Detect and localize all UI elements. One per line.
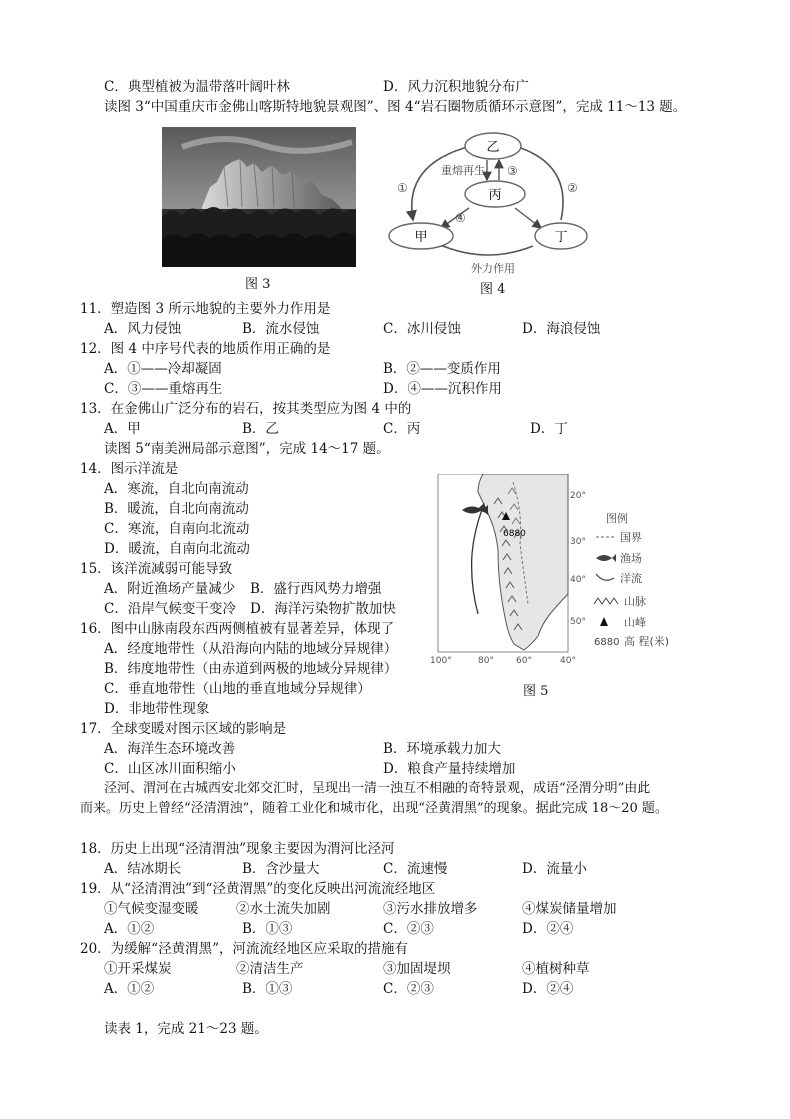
q17-option-b: B．环境承载力加大 — [383, 741, 501, 757]
q17-option-d: D．粮食产量持续增加 — [383, 761, 516, 777]
fig5-peak-label: 6880 — [503, 529, 526, 539]
fig5-legend-fishery: 渔场 — [620, 552, 642, 565]
para-18-20-line2: 而来。历史上曾经“泾清渭浊”，随着工业化和城市化，出现“泾黄渭黑”的现象。据此完成 18～20 题。 — [80, 801, 668, 816]
fig4-node-ding: 丁 — [554, 230, 568, 245]
fig5-legend-border: 国界 — [620, 531, 642, 544]
q19-item-4: ④煤炭储量增加 — [522, 901, 617, 917]
q17-option-a: A．海洋生态环境改善 — [104, 741, 236, 757]
fig4-node-jia: 甲 — [414, 230, 428, 245]
fig4-rock-cycle-diagram — [383, 124, 588, 274]
q11-option-d: D．海浪侵蚀 — [522, 321, 601, 337]
q16-option-c: C．垂直地带性（山地的垂直地域分异规律） — [104, 681, 371, 697]
fig4-node-yi: 乙 — [486, 140, 500, 155]
q16-option-a: A．经度地带性（从沿海向内陆的地域分异规律） — [104, 641, 398, 657]
fig4-node-bing: 丙 — [488, 188, 502, 203]
q20-item-1: ①开采煤炭 — [104, 961, 172, 977]
q14-stem: 14．图示洋流是 — [80, 461, 179, 477]
fig5-lon-60: 60° — [516, 656, 532, 666]
fig5-lon-40: 40° — [560, 656, 576, 666]
q12-option-d: D．④——沉积作用 — [383, 381, 502, 397]
fig5-south-america-map — [428, 474, 678, 666]
q18-stem: 18．历史上出现“泾清渭浊”现象主要因为渭河比泾河 — [80, 841, 395, 857]
q20-item-4: ④植树种草 — [522, 961, 590, 977]
q13-option-a: A．甲 — [104, 421, 141, 437]
q19-option-d: D．②④ — [522, 921, 574, 937]
q12-option-a: A．①——冷却凝固 — [104, 361, 222, 377]
fig5-legend-title: 图例 — [606, 512, 628, 525]
fig5-caption: 图 5 — [523, 684, 549, 699]
q15-option-a: A．附近渔场产量减少 — [104, 581, 236, 597]
q19-option-c: C．②③ — [383, 921, 434, 937]
fig4-num-3: ③ — [507, 164, 518, 178]
para-18-20-line1: 泾河、渭河在古城西安北郊交汇时，呈现出一清一浊互不相融的奇特景观，成语“泾渭分明”由此 — [104, 781, 651, 796]
fig3-karst-photo — [162, 127, 356, 267]
q14-option-c: C．寒流，自南向北流动 — [104, 521, 250, 537]
fig5-lon-80: 80° — [478, 656, 494, 666]
q19-item-1: ①气候变湿变暖 — [104, 901, 199, 917]
q20-option-d: D．②④ — [522, 981, 574, 997]
q20-item-3: ③加固堤坝 — [383, 961, 451, 977]
q13-option-d: D．丁 — [530, 421, 568, 437]
intro-11-13: 读图 3“中国重庆市金佛山喀斯特地貌景观图”、图 4“岩石圈物质循环示意图”，完成 11～13 题。 — [104, 99, 687, 115]
q20-option-c: C．②③ — [383, 981, 434, 997]
q14-option-a: A．寒流，自北向南流动 — [104, 481, 249, 497]
q18-option-b: B．含沙量大 — [242, 861, 320, 877]
q12-option-c: C．③——重熔再生 — [104, 381, 223, 397]
fig4-num-1: ① — [397, 181, 408, 195]
q15-option-b: B．盛行西风势力增强 — [250, 581, 382, 597]
q13-option-c: C．丙 — [383, 421, 421, 437]
q14-option-b: B．暖流，自北向南流动 — [104, 501, 249, 517]
q15-option-c: C．沿岸气候变干变冷 — [104, 601, 236, 617]
q19-stem: 19．从“泾清渭浊”到“泾黄渭黑”的变化反映出河流流经地区 — [80, 881, 436, 897]
fig4-label-remelt: 重熔再生 — [441, 164, 485, 177]
q20-option-b: B．①③ — [242, 981, 293, 997]
q16-stem: 16．图中山脉南段东西两侧植被有显著差异，体现了 — [80, 621, 395, 637]
q13-stem: 13．在金佛山广泛分布的岩石，按其类型应为图 4 中的 — [80, 401, 412, 417]
fig5-legend-current: 洋流 — [620, 572, 642, 585]
q18-option-c: C．流速慢 — [383, 861, 448, 877]
q17-option-c: C．山区冰川面积缩小 — [104, 761, 236, 777]
fig5-lat-30: 30° — [570, 537, 586, 547]
q20-stem: 20．为缓解“泾黄渭黑”，河流流经地区应采取的措施有 — [80, 941, 408, 957]
q11-option-a: A．风力侵蚀 — [104, 321, 182, 337]
fig4-num-4: ④ — [455, 211, 466, 225]
q15-stem: 15．该洋流减弱可能导致 — [80, 561, 233, 577]
q12-stem: 12．图 4 中序号代表的地质作用正确的是 — [80, 341, 331, 357]
q16-option-b: B．纬度地带性（由赤道到两极的地域分异规律） — [104, 661, 398, 677]
intro-14-17: 读图 5“南美洲局部示意图”，完成 14～17 题。 — [104, 441, 390, 457]
fig5-lat-40: 40° — [570, 575, 586, 585]
q20-option-a: A．①② — [104, 981, 155, 997]
q15-option-d: D．海洋污染物扩散加快 — [250, 601, 396, 617]
fig5-legend-elevation: 高 程(米) — [624, 635, 670, 648]
fig5-legend-value: 6880 — [594, 637, 620, 648]
q12-option-b: B．②——变质作用 — [383, 361, 501, 377]
q10-option-c: C．典型植被为温带落叶阔叶林 — [104, 79, 290, 95]
q20-item-2: ②清洁生产 — [236, 961, 304, 977]
fig3-caption: 图 3 — [245, 277, 271, 292]
q18-option-d: D．流量小 — [522, 861, 587, 877]
q19-item-3: ③污水排放增多 — [383, 901, 478, 917]
fig5-legend-peak: 山峰 — [624, 616, 646, 629]
q13-option-b: B．乙 — [242, 421, 279, 437]
q18-option-a: A．结冰期长 — [104, 861, 182, 877]
q10-option-d: D．风力沉积地貌分布广 — [383, 79, 529, 95]
q11-option-b: B．流水侵蚀 — [242, 321, 320, 337]
fig5-lon-100: 100° — [430, 656, 452, 666]
fig5-lat-50: 50° — [570, 617, 586, 627]
q11-option-c: C．冰川侵蚀 — [383, 321, 461, 337]
q17-stem: 17．全球变暖对图示区域的影响是 — [80, 721, 287, 737]
fig5-legend-mountain: 山脉 — [624, 595, 646, 608]
intro-21-23: 读表 1，完成 21～23 题。 — [104, 1021, 268, 1037]
q16-option-d: D．非地带性现象 — [104, 701, 210, 717]
fig4-label-external: 外力作用 — [471, 262, 515, 274]
q19-option-b: B．①③ — [242, 921, 293, 937]
q19-item-2: ②水土流失加剧 — [236, 901, 331, 917]
fig4-num-2: ② — [567, 181, 578, 195]
fig4-caption: 图 4 — [480, 282, 506, 297]
fig5-lat-20: 20° — [570, 491, 586, 501]
q14-option-d: D．暖流，自南向北流动 — [104, 541, 250, 557]
q11-stem: 11．塑造图 3 所示地貌的主要外力作用是 — [80, 301, 331, 317]
q19-option-a: A．①② — [104, 921, 155, 937]
